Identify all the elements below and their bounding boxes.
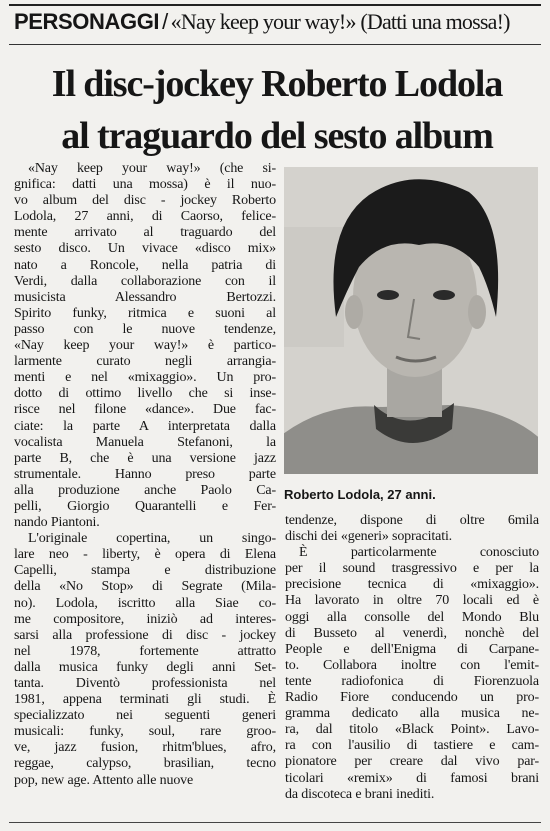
- text-line: musicista Alessandro Bertozzi.: [14, 289, 276, 305]
- text-line: vo album del disc - jockey Roberto: [14, 193, 276, 209]
- section-rubric: PERSONAGGI: [14, 9, 160, 34]
- text-line: tendenze, dispone di oltre 6mila: [285, 513, 539, 528]
- text-line: Spirito funky, ritmica e suoni al: [14, 305, 276, 321]
- text-line: reggae, calypso, brasilian, tecno: [14, 756, 276, 772]
- headline-line-1: Il disc-jockey Roberto Lodola: [51, 63, 503, 105]
- bottom-rule: [9, 822, 541, 823]
- portrait-illustration: [284, 167, 538, 474]
- text-line: strumentale. Hanno preso parte: [14, 466, 276, 482]
- text-line: lare neo - liberty, è opera di Elena: [14, 547, 276, 563]
- text-line: no). Lodola, iscritto alla Siae co-: [14, 595, 276, 611]
- text-line: dischi dei «generi» sopracitati.: [285, 529, 453, 545]
- text-line: specializzato nei seguenti generi: [14, 708, 276, 724]
- kicker: [14, 7, 544, 41]
- text-line: dalla musica funky degli anni Set-: [14, 659, 276, 675]
- text-line: pelli, Giorgio Quarantelli e Fer-: [14, 498, 276, 514]
- portrait-photo: [284, 167, 538, 474]
- text-line: parte B, che è una versione jazz: [14, 450, 276, 466]
- text-line: ve, jazz fusion, rhitm'blues, afro,: [14, 740, 276, 756]
- text-line: vocalista Manuela Stefanoni, la: [14, 434, 276, 450]
- text-line: ra, dal titolo «Black Point». Lavo-: [285, 722, 539, 738]
- text-line: risce nel filone «dance». Due fac-: [14, 402, 276, 418]
- text-line: Verdi, dalla collaborazione con il: [14, 273, 276, 289]
- text-line: tente radiofonica di Fiorenzuola: [285, 673, 539, 689]
- text-line: della «No Stop» di Segrate (Mila-: [14, 579, 276, 595]
- photo-caption: Roberto Lodola, 27 anni.: [284, 487, 436, 502]
- text-line: È particolarmente conosciuto: [299, 545, 539, 561]
- kicker-topic: «Nay keep your way!» (Datti una mossa!): [170, 9, 510, 34]
- text-line: nato a Roncole, nella patria di: [14, 257, 276, 273]
- text-line: 1981, appena terminati gli studi. È: [14, 692, 276, 708]
- article-column-1: [14, 161, 276, 789]
- kicker-rule: [9, 44, 541, 45]
- top-rule: [9, 4, 541, 6]
- text-line: larmente curato negli arrangia-: [14, 354, 276, 370]
- text-line: alla produzione anche Paolo Ca-: [14, 482, 276, 498]
- kicker-separator: /: [162, 9, 168, 34]
- text-line: gnifica: datti una mossa) è il nuo-: [14, 177, 276, 193]
- text-line: Ha lavorato in oltre 70 locali ed è: [285, 593, 539, 609]
- article-column-2: [285, 513, 539, 803]
- headline-line-2: al traguardo del sesto album: [61, 115, 493, 157]
- text-line: nel 1978, fortemente attratto: [14, 643, 276, 659]
- text-line: tanta. Diventò professionista nel: [14, 676, 276, 691]
- text-line: gramma dedicato alla musica ne-: [285, 706, 539, 722]
- text-line: Radio Fiore conducendo un pro-: [285, 690, 539, 706]
- text-line: «Nay keep your way!» è partico-: [14, 338, 276, 354]
- text-line: pionatore per creare dal vivo par-: [285, 754, 539, 770]
- text-line: me compositore, iniziò ad interes-: [14, 611, 276, 627]
- text-line: Lodola, 27 anni, di Caorso, felice-: [14, 209, 276, 225]
- text-line: menti e nel «mixaggio». Un pro-: [14, 370, 276, 386]
- text-line: per il sound trasgressivo e per la: [285, 561, 539, 577]
- article-headline: [14, 58, 540, 162]
- text-line: nando Piantoni.: [14, 515, 100, 531]
- text-line: da discoteca e brani inediti.: [285, 786, 435, 802]
- text-line: to. Collabora inoltre con l'emit-: [285, 657, 539, 673]
- text-line: precisione tecnica di «mixaggio».: [285, 577, 539, 593]
- text-line: «Nay keep your way!» (che si-: [28, 161, 276, 176]
- text-line: Capelli, stampa e distribuzione: [14, 563, 276, 579]
- text-line: mente arrivato al traguardo del: [14, 225, 276, 241]
- text-line: ticolari «remix» di famosi brani: [285, 770, 539, 786]
- text-line: sesto disco. Un vivace «disco mix»: [14, 241, 276, 257]
- text-line: passo con le nuove tendenze,: [14, 321, 276, 337]
- text-line: sarsi alla professione di disc - jockey: [14, 627, 276, 643]
- text-line: dotto di ottimo livello che si inse-: [14, 386, 276, 402]
- text-line: ciate: la parte A interpretata dalla: [14, 418, 276, 434]
- text-line: People e dell'Enigma di Carpane-: [285, 641, 539, 657]
- text-line: L'originale copertina, un singo-: [28, 531, 276, 547]
- text-line: di Busseto al venerdì, nonchè del: [285, 625, 539, 641]
- text-line: oggi alla consolle del Mondo Blu: [285, 609, 539, 625]
- text-line: musicali: funky, soul, rare groo-: [14, 724, 276, 740]
- text-line: ra con l'ausilio di tastiere e cam-: [285, 738, 539, 754]
- text-line: pop, new age. Attento alle nuove: [14, 772, 194, 788]
